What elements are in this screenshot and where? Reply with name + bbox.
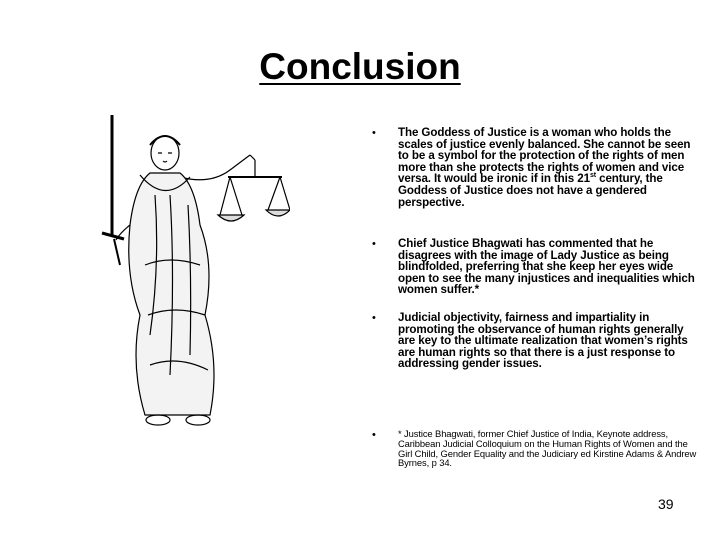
slide-title: Conclusion <box>259 46 461 87</box>
bullet-marker: • <box>372 312 376 324</box>
lady-justice-illustration <box>100 115 290 435</box>
bullet-marker: • <box>372 127 376 139</box>
page-number: 39 <box>658 496 674 512</box>
bullet-text: The Goddess of Justice is a woman who holds the scales of justice evenly balanced. She cannot be seen to be a symbol for the protection of the rights of men more than she protects the rights of women and vice versa. It would be ironic if in this 21st century, the Goddess of Justice does not have a gendered perspective. <box>398 126 691 209</box>
footnote-text: * Justice Bhagwati, former Chief Justice of India, Keynote address, Caribbean Judicial Colloquium on the Human Rights of Women and the Girl Child, Gender Equality and the Judiciary ed Kirstine Adams & Andrew Byrnes, p 34. <box>398 428 697 469</box>
bullet-text: Chief Justice Bhagwati has commented that he disagrees with the image of Lady Justice as being blindfolded, preferring that she keep her eyes wide open to see the many injustices and inequalities which women suffer.* <box>398 237 695 297</box>
bullet-marker: • <box>372 429 376 441</box>
bullet-text: Judicial objectivity, fairness and impartiality in promoting the observance of human rights generally are key to the ultimate realization that women’s rights are human rights so that there is a just response to addressing gender issues. <box>398 311 688 371</box>
bullet-marker: • <box>372 238 376 250</box>
